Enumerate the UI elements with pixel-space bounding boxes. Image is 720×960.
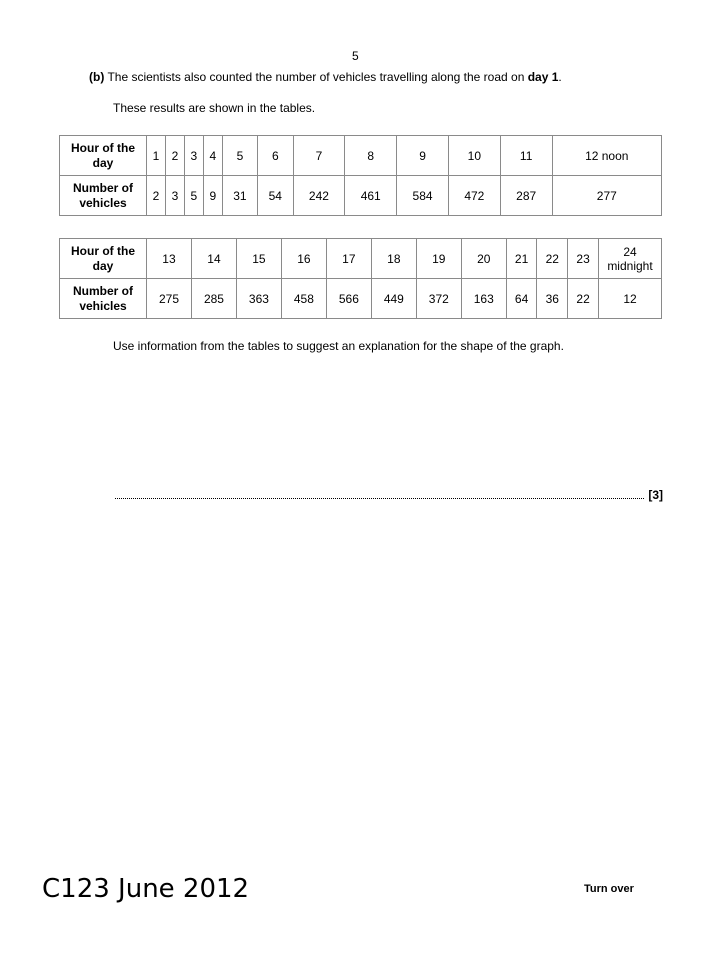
table-cell: 5 (184, 176, 203, 216)
table-cell: 287 (500, 176, 552, 216)
table-row-vehicles (60, 176, 662, 216)
table-cell: 8 (345, 136, 397, 176)
question-text-bold: day 1 (527, 70, 559, 84)
table-cell: 36 (537, 279, 568, 319)
table-cell: 54 (258, 176, 293, 216)
table-cell: 285 (191, 279, 236, 319)
table-row-hours (60, 136, 662, 176)
table-cell: 363 (236, 279, 281, 319)
dotted-answer-space[interactable] (115, 489, 644, 499)
table-cell: 566 (326, 279, 371, 319)
table-cell: 277 (552, 176, 661, 216)
table-cell: 458 (281, 279, 326, 319)
page-number: 5 (352, 49, 359, 63)
table-cell: 13 (147, 239, 192, 279)
table-cell: 21 (506, 239, 537, 279)
row-header-vehicles: Number of vehicles (60, 279, 147, 319)
table-cell: 449 (371, 279, 416, 319)
question-part: (b) (89, 70, 105, 84)
row-header-vehicles: Number of vehicles (60, 176, 147, 216)
table-row-hours (60, 239, 662, 279)
question-prompt: Use information from the tables to suggest an explanation for the shape of the graph. (113, 339, 564, 353)
table-cell: 10 (448, 136, 500, 176)
table-cell: 15 (236, 239, 281, 279)
table-cell: 17 (326, 239, 371, 279)
table-cell: 242 (293, 176, 345, 216)
table-cell: 12 noon (552, 136, 661, 176)
table-cell: 4 (203, 136, 222, 176)
table-cell: 1 (147, 136, 166, 176)
table-cell: 5 (222, 136, 257, 176)
table-cell: 20 (461, 239, 506, 279)
table-cell: 18 (371, 239, 416, 279)
question-text-end: . (558, 70, 562, 84)
table-cell: 12 (599, 279, 662, 319)
table-row-vehicles (60, 279, 662, 319)
table-cell: 3 (184, 136, 203, 176)
row-header-hour: Hour of the day (60, 136, 147, 176)
table-cell: 24 midnight (599, 239, 662, 279)
table-cell: 163 (461, 279, 506, 319)
table-cell: 64 (506, 279, 537, 319)
question-text (89, 70, 562, 84)
marks-label: [3] (648, 488, 663, 502)
table-cell: 461 (345, 176, 397, 216)
paper-code: C123 June 2012 (42, 874, 250, 904)
intro-text: These results are shown in the tables. (113, 101, 316, 115)
table-cell: 14 (191, 239, 236, 279)
table-cell: 16 (281, 239, 326, 279)
table-cell: 372 (416, 279, 461, 319)
table-cell: 7 (293, 136, 345, 176)
row-header-hour: Hour of the day (60, 239, 147, 279)
table-cell: 584 (397, 176, 449, 216)
table-cell: 472 (448, 176, 500, 216)
table-cell: 3 (165, 176, 184, 216)
table-cell: 31 (222, 176, 257, 216)
table-cell: 275 (147, 279, 192, 319)
table-cell: 6 (258, 136, 293, 176)
table-cell: 22 (568, 279, 599, 319)
turn-over-label: Turn over (584, 883, 634, 895)
answer-line[interactable] (115, 488, 663, 502)
table-cell: 2 (165, 136, 184, 176)
question-text-start: The scientists also counted the number of vehicles travelling along the road on (107, 70, 528, 84)
table-cell: 19 (416, 239, 461, 279)
vehicles-table-afternoon (59, 238, 662, 319)
table-cell: 2 (147, 176, 166, 216)
table-cell: 9 (203, 176, 222, 216)
table-cell: 9 (397, 136, 449, 176)
table-cell: 22 (537, 239, 568, 279)
vehicles-table-morning (59, 135, 662, 216)
table-cell: 23 (568, 239, 599, 279)
table-cell: 11 (500, 136, 552, 176)
